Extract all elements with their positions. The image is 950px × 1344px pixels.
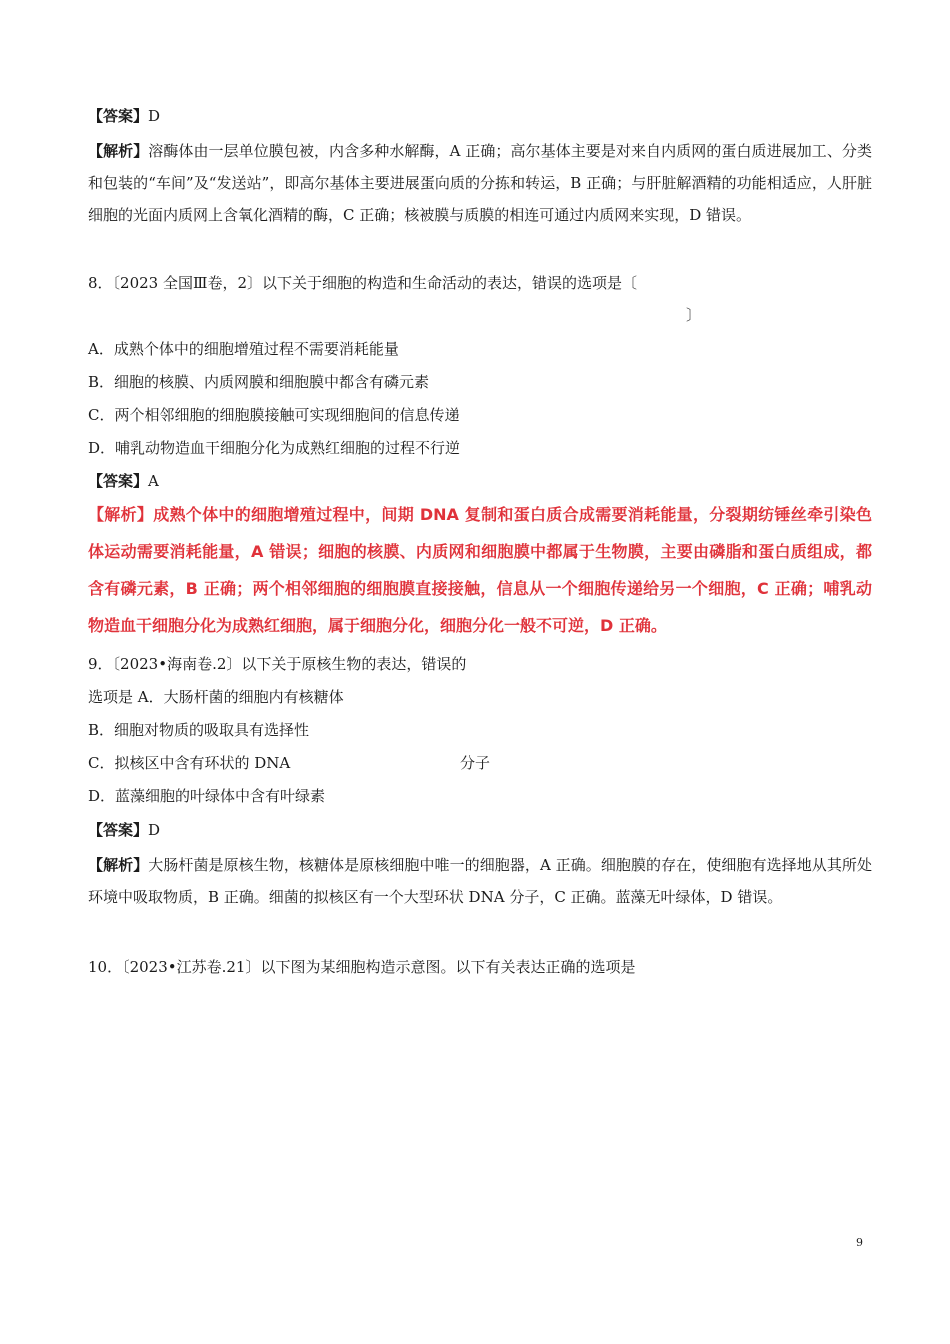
q8-option-b: B．细胞的核膜、内质网膜和细胞膜中都含有磷元素 — [88, 373, 430, 391]
analysis-text: 大肠杆菌是原核生物，核糖体是原核细胞中唯一的细胞器，A 正确。细胞膜的存在，使细胞有选择地从其所处环境中吸取物质，B 正确。细菌的拟核区有一个大型环状 DNA 分子，C 正确。蓝藻无叶绿体，D 错误。 — [88, 856, 872, 906]
answer-tag: 【答案】 — [88, 472, 149, 490]
q9-analysis — [88, 849, 872, 913]
q9-option-c: C．拟核区中含有环状的 DNA — [88, 754, 291, 772]
q7-analysis — [88, 135, 872, 231]
q9-stem: 9．〔2023•海南卷.2〕以下关于原核生物的表达，错误的 — [88, 655, 467, 673]
q9-answer — [88, 820, 160, 840]
q8-stem: 8．〔2023 全国Ⅲ卷，2〕以下关于细胞的构造和生命活动的表达，错误的选项是〔 — [88, 274, 637, 292]
q9-option-c-tail: 分子 — [460, 754, 491, 772]
answer-tag: 【答案】 — [88, 107, 149, 125]
q9-option-b: B．细胞对物质的吸取具有选择性 — [88, 721, 310, 739]
q9-stem-option-a: 选项是 A．大肠杆菌的细胞内有核糖体 — [88, 688, 344, 706]
page-number: 9 — [856, 1236, 863, 1249]
answer-value: D — [148, 107, 161, 125]
analysis-tag: 【解析】 — [88, 142, 149, 160]
answer-tag: 【答案】 — [88, 821, 149, 839]
analysis-text: 溶酶体由一层单位膜包被，内含多种水解酶，A 正确；高尔基体主要是对来自内质网的蛋白质进展加工、分类和包装的“车间”及“发送站”，即高尔基体主要进展蛋向质的分拣和转运，B 正确；与肝脏解酒精的功能相适应，人肝脏细胞的光面内质网上含氧化酒精的酶，C 正确；核被膜与质膜的相连可通过内质网来实现，D 错误。 — [88, 142, 872, 224]
q7-answer — [88, 106, 160, 126]
q8-option-a: A．成熟个体中的细胞增殖过程不需要消耗能量 — [88, 340, 399, 358]
answer-value: A — [148, 472, 159, 490]
analysis-tag: 【解析】 — [88, 505, 154, 524]
q8-answer — [88, 471, 159, 491]
q9-option-d: D．蓝藻细胞的叶绿体中含有叶绿素 — [88, 787, 326, 805]
q10-stem: 10．〔2023•江苏卷.21〕以下图为某细胞构造示意图。以下有关表达正确的选项是 — [88, 958, 636, 976]
analysis-tag: 【解析】 — [88, 856, 149, 874]
answer-value: D — [148, 821, 161, 839]
analysis-text: 成熟个体中的细胞增殖过程中，间期 DNA 复制和蛋白质合成需要消耗能量，分裂期纺锤丝牵引染色体运动需要消耗能量，A 错误；细胞的核膜、内质网和细胞膜中都属于生物膜，主要由磷脂和蛋白质组成，都含有磷元素，B 正确；两个相邻细胞的细胞膜直接接触，信息从一个细胞传递给另一个细胞，C 正确；哺乳动物造血干细胞分化为成熟红细胞，属于细胞分化，细胞分化一般不可逆，D 正确。 — [88, 505, 872, 635]
q8-analysis — [88, 496, 872, 644]
q8-option-d: D．哺乳动物造血干细胞分化为成熟红细胞的过程不行逆 — [88, 439, 461, 457]
q8-option-c: C．两个相邻细胞的细胞膜接触可实现细胞间的信息传递 — [88, 406, 460, 424]
q8-stem-close: 〕 — [686, 306, 702, 324]
